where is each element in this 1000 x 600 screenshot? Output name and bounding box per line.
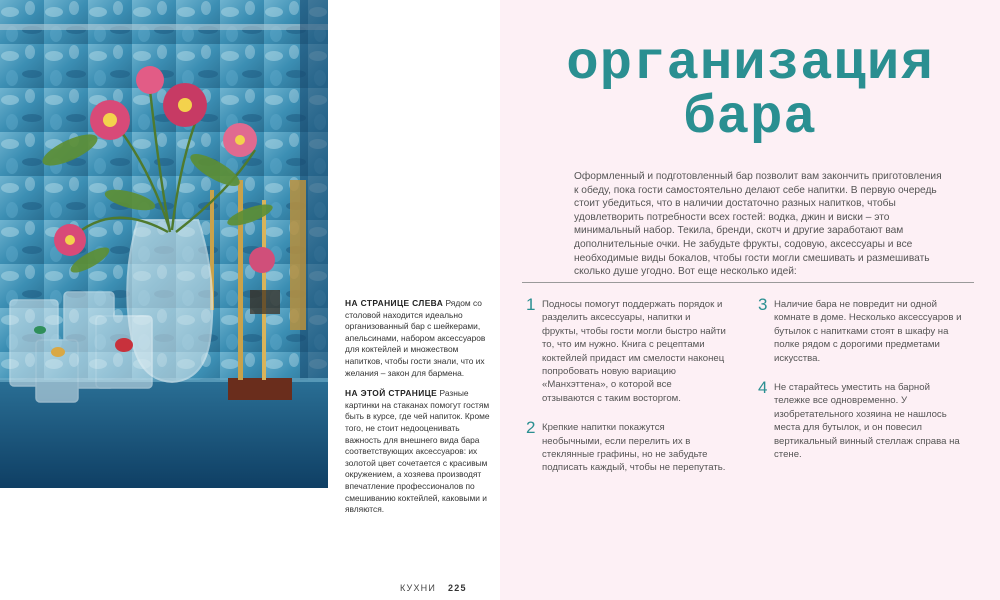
caption-text: Разные картинки на стаканах помогут гостям быть в курсе, где чей напиток. Кроме того, не стоит недооценивать важность для внешнего вида бара соответствующих аксессуаров: их золотой цвет сочетается с красивым окружением, а хозяева производят впечатление профессионалов по смешиванию коктейлей, каковыми и являются. <box>345 388 490 515</box>
folio-section: КУХНИ <box>400 583 437 593</box>
tips-column-right <box>758 295 968 477</box>
page-number: 225 <box>448 583 467 593</box>
section-divider <box>522 282 974 283</box>
folio <box>400 583 467 593</box>
intro-paragraph: Оформленный и подготовленный бар позволит вам закончить приготовления к обеду, пока гости самостоятельно делают себе напитки. В первую очередь стоит убедиться, что в наличии достаточно разных напитков, чтобы удовлетворить потребности всех гостей: водка, джин и виски – это минимальный набор. Текила, бренди, скотч и другие заработают вам дополнительные очки. Не забудьте фрукты, содовую, аксессуары и все необходимые виды бокалов, чтобы гости могли смешивать и размешивать сколько душе угодно. Вот еще несколько идей: <box>574 171 942 278</box>
tip-number: 2 <box>526 418 536 438</box>
photo-captions <box>345 298 493 525</box>
tip-item <box>526 295 726 405</box>
tip-text: Подносы помогут поддержать порядок и разделить аксессуары, напитки и фрукты, чтобы гости могли быстро найти то, что им нужно. Книга с рецептами коктейлей придаст им смелости наконец попробовать новую вариацию «Манхэттена», о которой все отзываются с таким восторгом. <box>542 299 726 404</box>
tip-item <box>758 378 968 461</box>
tip-number: 4 <box>758 378 768 398</box>
title-line-2: бара <box>683 88 817 149</box>
tip-item <box>758 295 968 365</box>
tip-number: 3 <box>758 295 768 314</box>
tip-text: Крепкие напитки покажутся необычными, если перелить их в стеклянные графины, но не забудьте подписать каждый, чтобы не перепутать. <box>542 422 726 474</box>
right-page <box>500 0 1000 600</box>
caption-text: Рядом со столовой находится идеально организованный бар с шейкерами, апельсинами, набором аксессуаров для коктейлей и множеством напитков, чтобы гости знали, что их желания – закон для бармена. <box>345 298 486 378</box>
tip-text: Наличие бара не повредит ни одной комнате в доме. Несколько аксессуаров и бутылок с напитками стоят в шкафу на полке рядом с дорогими предметами искусства. <box>774 299 962 364</box>
title-line-1: организация <box>566 34 934 95</box>
caption-left-page <box>345 298 493 379</box>
caption-heading: НА СТРАНИЦЕ СЛЕВА <box>345 298 444 308</box>
bar-photo-illustration <box>0 0 328 488</box>
tip-number: 1 <box>526 295 536 314</box>
tips-column-left <box>526 295 726 491</box>
page-title <box>500 34 1000 149</box>
caption-this-page <box>345 388 493 516</box>
tip-item <box>526 418 726 475</box>
tip-text: Не старайтесь уместить на барной тележке все одновременно. У изобретательного хозяина не нашлось места для бутылок, и он повесил вертикальный винный стеллаж справа на стене. <box>774 382 960 461</box>
bar-photo <box>0 0 328 488</box>
caption-heading: НА ЭТОЙ СТРАНИЦЕ <box>345 388 438 399</box>
